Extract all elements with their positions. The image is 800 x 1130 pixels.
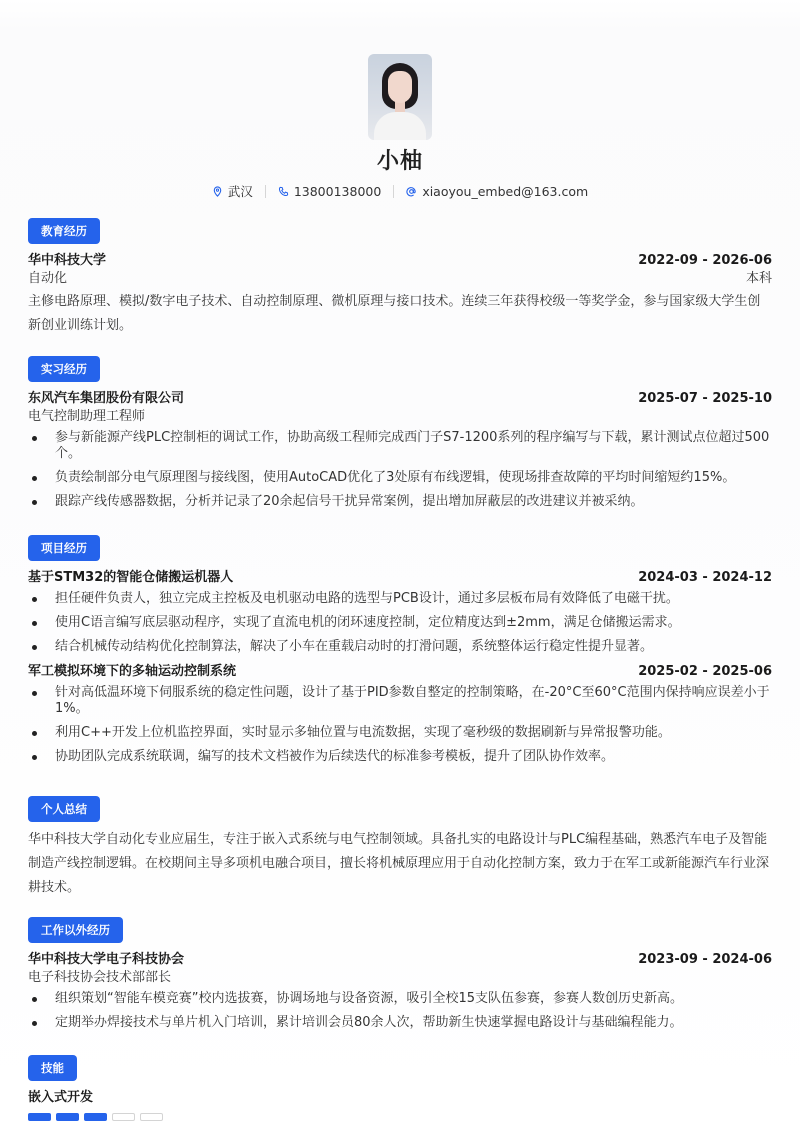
project-bullets	[28, 591, 772, 655]
internship-bullets	[28, 430, 772, 510]
bullet-item: 负责绘制部分电气原理图与接线图，使用AutoCAD优化了3处原有布线逻辑，使现场排查故障的平均时间缩短约15%。	[28, 470, 772, 486]
skill-level-filled	[84, 1113, 107, 1121]
org-name: 华中科技大学电子科技协会	[28, 952, 185, 967]
resume-header	[0, 54, 800, 200]
section-tag-projects: 项目经历	[28, 535, 100, 561]
divider	[265, 185, 266, 198]
section-projects	[28, 535, 772, 773]
section-education	[28, 218, 772, 338]
bullet-item: 结合机械传动结构优化控制算法，解决了小车在重载启动时的打滑问题，系统整体运行稳定性提升显著。	[28, 639, 772, 655]
skill-item	[28, 1089, 772, 1121]
divider	[393, 185, 394, 198]
contact-location	[212, 182, 253, 200]
major: 自动化	[28, 271, 68, 286]
project-date: 2025-02 - 2025-06	[638, 664, 772, 679]
project-name: 军工模拟环境下的多轴运动控制系统	[28, 664, 237, 679]
section-skills	[28, 1055, 772, 1121]
internship-date: 2025-07 - 2025-10	[638, 391, 772, 406]
internship-item	[28, 390, 772, 510]
phone-text: 13800138000	[293, 183, 382, 199]
skill-level-bars	[28, 1113, 772, 1121]
email-icon	[406, 186, 417, 197]
contact-phone	[278, 184, 381, 199]
skill-level-filled	[28, 1113, 51, 1121]
project-item	[28, 663, 772, 765]
section-tag-summary: 个人总结	[28, 796, 100, 822]
section-extracurricular	[28, 917, 772, 1039]
extracurricular-item	[28, 951, 772, 1031]
candidate-name: 小柚	[376, 149, 423, 174]
job-role: 电气控制助理工程师	[28, 409, 146, 424]
project-date: 2024-03 - 2024-12	[638, 570, 772, 585]
education-description: 主修电路原理、模拟/数字电子技术、自动控制原理、微机原理与接口技术。连续三年获得校级一等奖学金，参与国家级大学生创新创业训练计划。	[28, 294, 761, 333]
avatar-photo	[368, 54, 432, 140]
phone-icon	[278, 186, 289, 197]
bullet-item: 跟踪产线传感器数据，分析并记录了20余起信号干扰异常案例，提出增加屏蔽层的改进建议并被采纳。	[28, 494, 772, 510]
company-name: 东风汽车集团股份有限公司	[28, 391, 185, 406]
school-name: 华中科技大学	[28, 253, 107, 268]
section-tag-skills: 技能	[28, 1055, 77, 1081]
skill-name: 嵌入式开发	[28, 1090, 94, 1105]
project-item	[28, 569, 772, 655]
section-tag-internship: 实习经历	[28, 356, 100, 382]
degree: 本科	[745, 271, 772, 286]
skill-level-filled	[56, 1113, 79, 1121]
summary-text: 华中科技大学自动化专业应届生，专注于嵌入式系统与电气控制领域。具备扎实的电路设计与PLC编程基础，熟悉汽车电子及智能制造产线控制逻辑。在校期间主导多项机电融合项目，擅长将机械原理应用于自动化控制方案，致力于在军工或新能源汽车行业深耕技术。	[28, 832, 770, 895]
extracurricular-bullets	[28, 991, 772, 1031]
section-summary	[28, 796, 772, 900]
bullet-item: 定期举办焊接技术与单片机入门培训，累计培训会员80余人次，帮助新生快速掌握电路设计与基础编程能力。	[28, 1015, 772, 1031]
bullet-item: 协助团队完成系统联调，编写的技术文档被作为后续迭代的标准参考模板，提升了团队协作效率。	[28, 749, 772, 765]
section-tag-education: 教育经历	[28, 218, 100, 244]
org-role: 电子科技协会技术部部长	[28, 970, 172, 985]
project-bullets	[28, 685, 772, 765]
skill-level-empty	[140, 1113, 163, 1121]
project-name: 基于STM32的智能仓储搬运机器人	[28, 570, 234, 585]
bullet-item: 组织策划“智能车模竞赛”校内选拔赛，协调场地与设备资源，吸引全校15支队伍参赛，参赛人数创历史新高。	[28, 991, 772, 1007]
section-tag-extracurricular: 工作以外经历	[28, 917, 123, 943]
skill-level-empty	[112, 1113, 135, 1121]
location-icon	[212, 186, 223, 197]
education-date: 2022-09 - 2026-06	[638, 253, 772, 268]
section-internship	[28, 356, 772, 518]
bullet-item: 利用C++开发上位机监控界面，实时显示多轴位置与电流数据，实现了毫秒级的数据刷新与异常报警功能。	[28, 725, 772, 741]
bullet-item: 针对高低温环境下伺服系统的稳定性问题，设计了基于PID参数自整定的控制策略，在-20°C至60°C范围内保持响应误差小于1%。	[28, 685, 772, 717]
bullet-item: 担任硬件负责人，独立完成主控板及电机驱动电路的选型与PCB设计，通过多层板布局有效降低了电磁干扰。	[28, 591, 772, 607]
org-date: 2023-09 - 2024-06	[638, 952, 772, 967]
bullet-item: 使用C语言编写底层驱动程序，实现了直流电机的闭环速度控制，定位精度达到±2mm，满足仓储搬运需求。	[28, 615, 772, 631]
bullet-item: 参与新能源产线PLC控制柜的调试工作，协助高级工程师完成西门子S7-1200系列的程序编写与下载，累计测试点位超过500个。	[28, 430, 772, 462]
contact-info	[0, 182, 800, 200]
contact-email[interactable]	[406, 184, 588, 199]
education-item	[28, 252, 772, 338]
location-text: 武汉	[227, 184, 253, 199]
email-text: xiaoyou_embed@163.com	[422, 183, 589, 199]
